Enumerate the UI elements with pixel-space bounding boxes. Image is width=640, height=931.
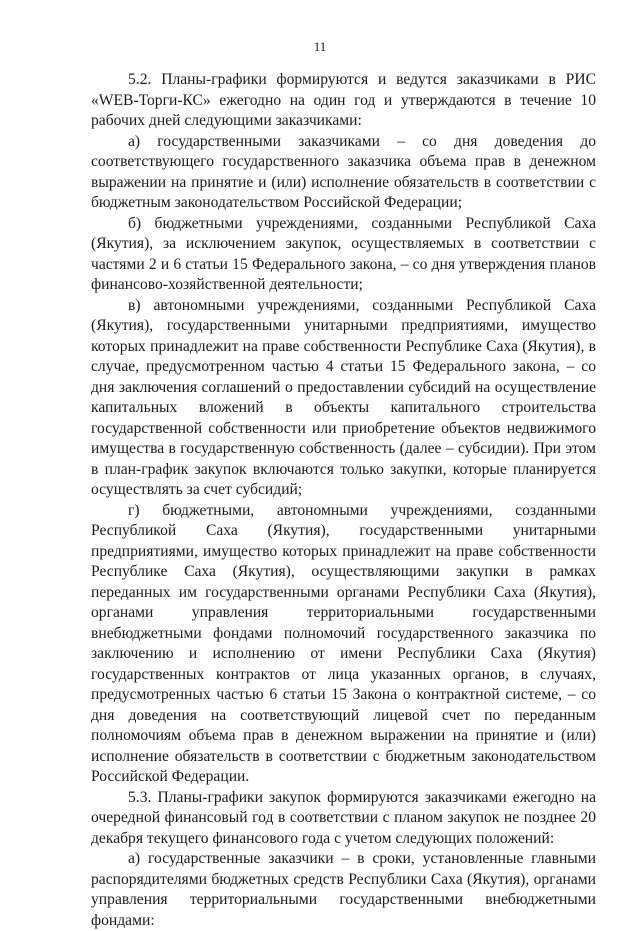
paragraph-5-2: 5.2. Планы-графики формируются и ведутся заказчиками в РИС «WEB-Торги-КС» ежегодно на один год и утверждаются в течение 10 рабочих дней следующими заказчиками: xyxy=(91,71,596,129)
paragraph-5-2-g: г) бюджетными, автономными учреждениями, созданными Республикой Саха (Якутия), государственными унитарными предприятиями, имущество которых принадлежит на праве собственности Республике Саха (Якутия), осуществляющими закупки в рамках переданных им государственными органами Республики Саха (Якутия), органами управления территориальными государственными внебюджетными фондами полномочий государственного заказчика по заключению и исполнению от имени Республики Саха (Якутия) государственных контрактов от лица указанных органов, в случаях, предусмотренных частью 6 статьи 15 Закона о контрактной системе, – со дня доведения на соответствующий лицевой счет по переданным полномочиям объема прав в денежном выражении на принятие и (или) исполнение обязательств в соответствии с бюджетным законодательством Российской Федерации. xyxy=(91,501,596,785)
document-body xyxy=(91,70,596,931)
paragraph-5-2-v: в) автономными учреждениями, созданными Республикой Саха (Якутия), государственными унитарными предприятиями, имущество которых принадлежит на праве собственности Республике Саха (Якутия), в случае, предусмотренном частью 4 статьи 15 Федерального закона, – со дня заключения соглашений о предоставлении субсидий на осуществление капитальных вложений в объекты капитального строительства государственной собственности или приобретение объектов недвижимого имущества в государственную собственность (далее – субсидии). При этом в план-график закупок включаются только закупки, которые планируется осуществлять за счет субсидий; xyxy=(91,296,596,498)
paragraph-5-2-b: б) бюджетными учреждениями, созданными Республикой Саха (Якутия), за исключением закупок, осуществляемых в соответствии с частями 2 и 6 статьи 15 Федерального закона, – со дня утверждения планов финансово-хозяйственной деятельности; xyxy=(91,214,596,293)
page-number: 11 xyxy=(313,39,327,54)
paragraph-5-2-a: а) государственными заказчиками – со дня доведения до соответствующего государственного заказчика объема прав в денежном выражении на принятие и (или) исполнение обязательств в соответствии с бюджетным законодательством Российской Федерации; xyxy=(91,132,596,211)
paragraph-5-3: 5.3. Планы-графики закупок формируются заказчиками ежегодно на очередной финансовый год в соответствии с планом закупок не позднее 20 декабря текущего финансового года с учетом следующих положений: xyxy=(91,788,596,847)
paragraph-5-3-a: а) государственные заказчики – в сроки, установленные главными распорядителями бюджетных средств Республики Саха (Якутия), органами управления территориальными государственными внебюджетными фондами: xyxy=(91,850,596,929)
